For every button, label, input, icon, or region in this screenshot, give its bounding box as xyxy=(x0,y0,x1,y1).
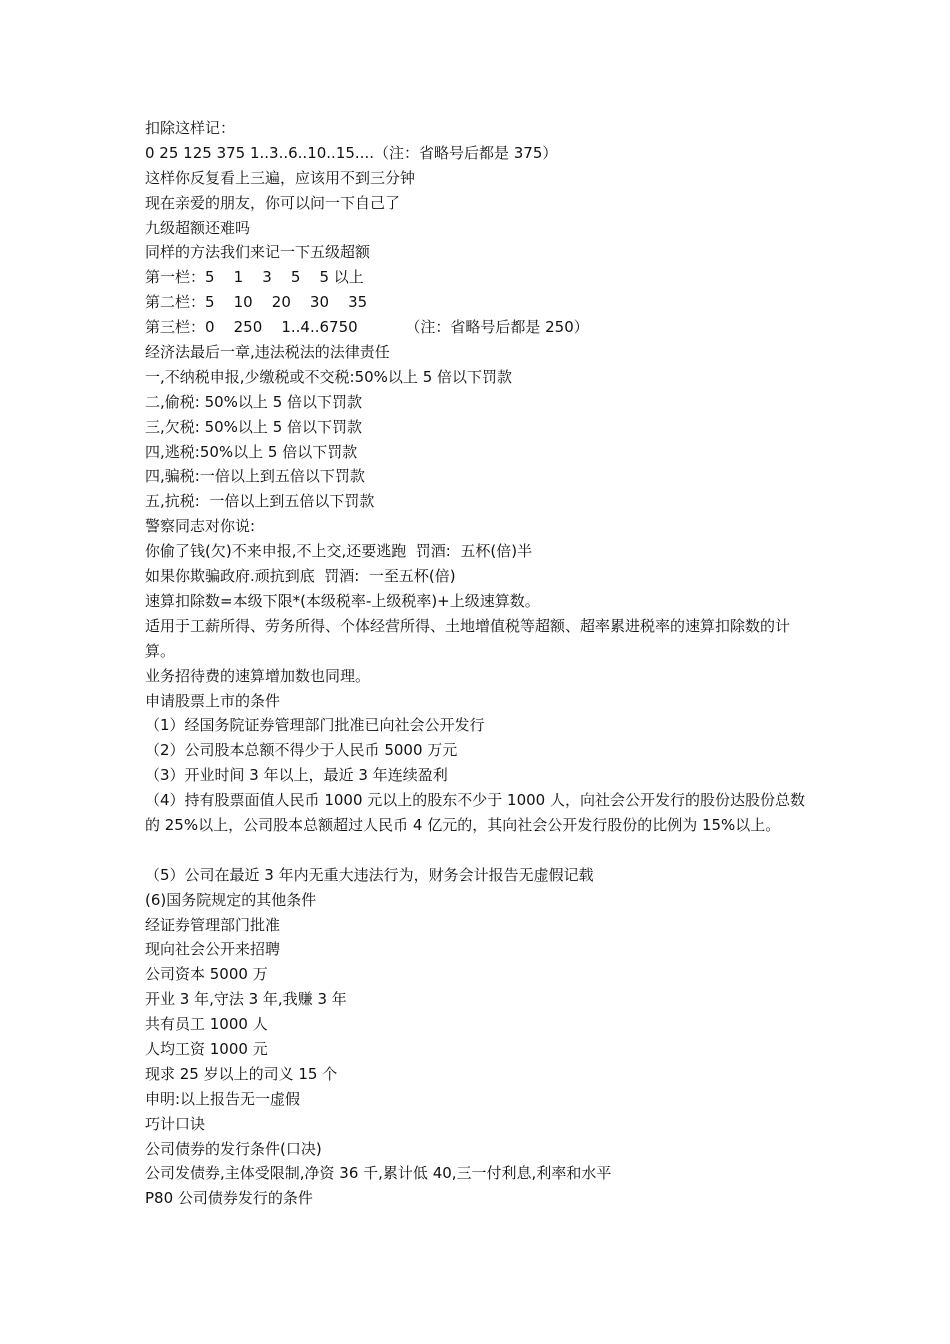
section-heading: 申请股票上市的条件 xyxy=(145,691,281,710)
text-line: 申明:以上报告无一虚假 xyxy=(145,1089,301,1108)
text-line: 你偷了钱(欠)不来申报,不上交,还要逃跑 罚酒: 五杯(倍)半 xyxy=(145,542,533,561)
text-line: 九级超额还难吗 xyxy=(145,218,251,237)
text-line: 这样你反复看上三遍，应该用不到三分钟 xyxy=(145,168,416,187)
text-line: 三,欠税: 50%以上 5 倍以下罚款 xyxy=(145,417,363,436)
list-item: （4）持有股票面值人民币 1000 元以上的股东不少于 1000 人，向社会公开发行的股份达股份总数的 25%以上，公司股本总额超过人民币 4 亿元的，其向社会公开发行股份的比例为 15%以上。 xyxy=(145,791,805,834)
text-line: 第三栏：0 250 1..4..6750 （注：省略号后都是 250） xyxy=(145,318,589,337)
text-line: 第一栏：5 1 3 5 5 以上 xyxy=(145,268,364,287)
list-item: (6)国务院规定的其他条件 xyxy=(145,890,317,909)
document-body xyxy=(145,116,810,1211)
list-item: （1）经国务院证券管理部门批准已向社会公开发行 xyxy=(145,716,485,735)
text-line: 第二栏：5 10 20 30 35 xyxy=(145,293,368,312)
list-item: （2）公司股本总额不得少于人民币 5000 万元 xyxy=(145,741,458,760)
text-line: 如果你欺骗政府.顽抗到底 罚酒: 一至五杯(倍) xyxy=(145,567,456,586)
text-line: 业务招待费的速算增加数也同理。 xyxy=(145,666,371,685)
text-line: 四,逃税:50%以上 5 倍以下罚款 xyxy=(145,442,358,461)
text-line: 现向社会公开来招聘 xyxy=(145,940,281,959)
section-heading: 公司债券的发行条件(口决) xyxy=(145,1139,322,1158)
text-line: 开业 3 年,守法 3 年,我赚 3 年 xyxy=(145,990,347,1009)
list-item: （5）公司在最近 3 年内无重大违法行为，财务会计报告无虚假记载 xyxy=(145,865,594,884)
text-line: 经证券管理部门批准 xyxy=(145,915,281,934)
text-line: 公司资本 5000 万 xyxy=(145,965,268,984)
text-line: 现在亲爱的朋友，你可以问一下自己了 xyxy=(145,193,401,212)
section-heading: 巧计口诀 xyxy=(145,1114,206,1133)
text-line: 经济法最后一章,违法税法的法律责任 xyxy=(145,343,390,362)
text-line: 同样的方法我们来记一下五级超额 xyxy=(145,243,371,262)
list-item: （3）开业时间 3 年以上，最近 3 年连续盈利 xyxy=(145,766,448,785)
text-line: 五,抗税: 一倍以上到五倍以下罚款 xyxy=(145,492,375,511)
text-line: P80 公司债券发行的条件 xyxy=(145,1189,313,1208)
text-line: 速算扣除数=本级下限*(本级税率-上级税率)+上级速算数。 xyxy=(145,591,540,610)
text-line: 0 25 125 375 1..3..6..10..15....（注：省略号后都是 375） xyxy=(145,143,558,162)
text-line: 共有员工 1000 人 xyxy=(145,1015,268,1034)
text-line: 四,骗税:一倍以上到五倍以下罚款 xyxy=(145,467,365,486)
text-line: 现求 25 岁以上的司义 15 个 xyxy=(145,1064,338,1083)
text-line: 警察同志对你说: xyxy=(145,517,256,536)
text-line: 公司发债券,主体受限制,净资 36 千,累计低 40,三一付利息,利率和水平 xyxy=(145,1164,612,1183)
text-paragraph: 适用于工薪所得、劳务所得、个体经营所得、土地增值税等超额、超率累进税率的速算扣除数的计算。 xyxy=(145,616,791,660)
text-line: 一,不纳税申报,少缴税或不交税:50%以上 5 倍以下罚款 xyxy=(145,367,513,386)
text-line: 二,偷税: 50%以上 5 倍以下罚款 xyxy=(145,392,363,411)
text-line: 扣除这样记： xyxy=(145,119,236,137)
text-line: 人均工资 1000 元 xyxy=(145,1039,268,1058)
